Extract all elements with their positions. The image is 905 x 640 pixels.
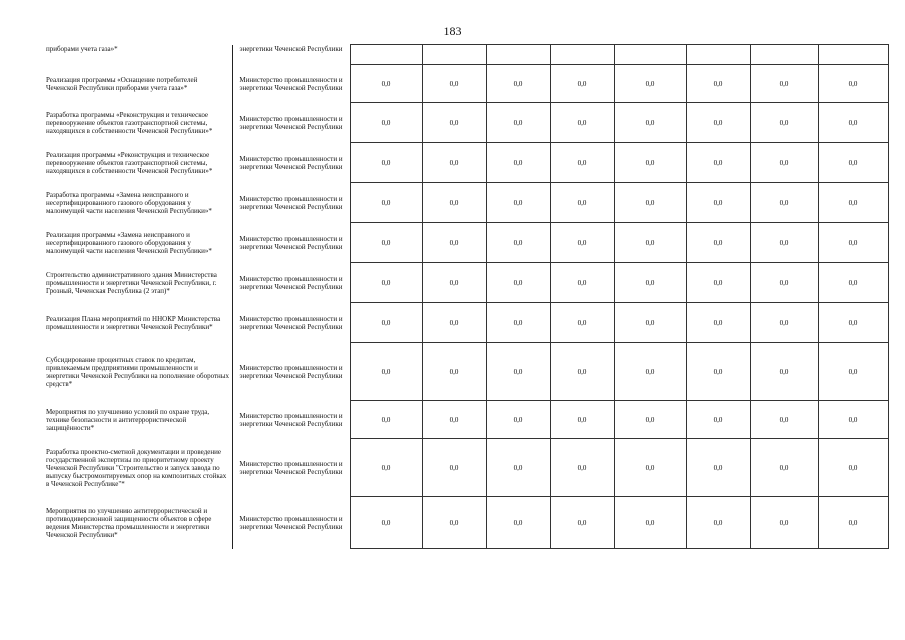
measure-description: Разработка программы «Реконструкция и техническое перевооружение объектов газотранспортной системы, находящихся в собственности Чеченской Республики»* [44, 103, 232, 143]
funding-value-cell: 0,0 [422, 103, 486, 143]
table-row [44, 223, 888, 263]
measure-description: Разработка программы «Замена неисправного и несертифицированного газового оборудования у малоимущей части населения Чеченской Республики»* [44, 183, 232, 223]
responsible-executor: Министерство промышленности и энергетики Чеченской Республики [239, 114, 343, 131]
funding-value-cell: 0,0 [550, 343, 614, 401]
funding-value-cell [818, 45, 888, 65]
funding-value-cell: 0,0 [350, 263, 422, 303]
funding-value-cell: 0,0 [686, 497, 750, 549]
funding-value-cell: 0,0 [550, 263, 614, 303]
responsible-executor: Министерство промышленности и энергетики Чеченской Республики [239, 459, 343, 476]
responsible-executor: Министерство промышленности и энергетики Чеченской Республики [239, 154, 343, 171]
funding-value-cell: 0,0 [486, 497, 550, 549]
measure-description: Строительство административного здания Министерства промышленности и энергетики Чеченской Республики, г. Грозный, Чеченская Республика (2 этап)* [44, 263, 232, 303]
measure-description: Субсидирование процентных ставок по кредитам, привлекаемым предприятиями промышленности и энергетики Чеченской Республики на пополнение оборотных средств* [44, 343, 232, 401]
funding-value-cell: 0,0 [550, 223, 614, 263]
funding-value-cell: 0,0 [486, 343, 550, 401]
funding-value-cell: 0,0 [550, 65, 614, 103]
funding-value-cell: 0,0 [686, 103, 750, 143]
funding-value-cell: 0,0 [818, 183, 888, 223]
funding-value-cell: 0,0 [550, 439, 614, 497]
responsible-executor: Министерство промышленности и энергетики Чеченской Республики [239, 194, 343, 211]
funding-value-cell: 0,0 [818, 103, 888, 143]
table-row [44, 343, 888, 401]
table-row [44, 263, 888, 303]
funding-value-cell: 0,0 [486, 401, 550, 439]
table-row [44, 65, 888, 103]
table-row [44, 103, 888, 143]
measure-description: Разработка проектно-сметной документации и проведение государственной экспертизы по приоритетному проекту Чеченской Республики "Строительство и запуск завода по выпуску быстромонтируемых опор на композитных стойках в Чеченской Республике"* [44, 439, 232, 497]
funding-value-cell: 0,0 [350, 497, 422, 549]
funding-value-cell: 0,0 [486, 263, 550, 303]
funding-value-cell: 0,0 [486, 65, 550, 103]
funding-value-cell: 0,0 [350, 439, 422, 497]
funding-value-cell: 0,0 [422, 497, 486, 549]
funding-value-cell: 0,0 [614, 263, 686, 303]
funding-value-cell: 0,0 [750, 143, 818, 183]
funding-value-cell: 0,0 [750, 401, 818, 439]
responsible-executor: Министерство промышленности и энергетики Чеченской Республики [239, 411, 343, 428]
funding-value-cell: 0,0 [422, 303, 486, 343]
funding-value-cell: 0,0 [486, 223, 550, 263]
funding-value-cell: 0,0 [550, 183, 614, 223]
responsible-executor: Министерство промышленности и энергетики Чеченской Республики [239, 234, 343, 251]
funding-value-cell: 0,0 [750, 303, 818, 343]
funding-value-cell [486, 45, 550, 65]
funding-value-cell: 0,0 [486, 303, 550, 343]
funding-value-cell: 0,0 [818, 343, 888, 401]
funding-value-cell: 0,0 [686, 65, 750, 103]
funding-value-cell: 0,0 [614, 65, 686, 103]
funding-value-cell: 0,0 [486, 143, 550, 183]
funding-value-cell: 0,0 [550, 497, 614, 549]
table-row [44, 303, 888, 343]
funding-value-cell [350, 45, 422, 65]
funding-value-cell: 0,0 [614, 401, 686, 439]
funding-value-cell: 0,0 [350, 223, 422, 263]
funding-value-cell: 0,0 [614, 223, 686, 263]
funding-value-cell [614, 45, 686, 65]
funding-value-cell: 0,0 [614, 343, 686, 401]
responsible-executor: Министерство промышленности и энергетики Чеченской Республики [239, 314, 343, 331]
funding-value-cell: 0,0 [818, 439, 888, 497]
table-row [44, 45, 888, 65]
funding-value-cell: 0,0 [750, 223, 818, 263]
table-row [44, 401, 888, 439]
funding-value-cell: 0,0 [614, 183, 686, 223]
funding-value-cell: 0,0 [686, 303, 750, 343]
funding-value-cell: 0,0 [750, 439, 818, 497]
funding-value-cell: 0,0 [818, 303, 888, 343]
funding-value-cell: 0,0 [422, 343, 486, 401]
measure-description: Реализация программы «Реконструкция и техническое перевооружение объектов газотранспортной системы, находящихся в собственности Чеченской Республики»* [44, 143, 232, 183]
funding-value-cell: 0,0 [422, 439, 486, 497]
measure-description: Мероприятия по улучшению антитеррористической и противодиверсионной защищенности объектов в сфере ведения Министерства промышленности и энергетики Чеченской Республики* [44, 497, 232, 549]
program-table-body [44, 45, 888, 549]
funding-value-cell: 0,0 [486, 439, 550, 497]
responsible-executor: Министерство промышленности и энергетики Чеченской Республики [239, 75, 343, 92]
funding-value-cell: 0,0 [750, 343, 818, 401]
funding-value-cell: 0,0 [614, 303, 686, 343]
funding-value-cell: 0,0 [486, 183, 550, 223]
table-row [44, 143, 888, 183]
table-row [44, 183, 888, 223]
funding-value-cell: 0,0 [350, 401, 422, 439]
funding-value-cell: 0,0 [818, 65, 888, 103]
responsible-executor: Министерство промышленности и энергетики Чеченской Республики [239, 363, 343, 380]
funding-value-cell: 0,0 [750, 263, 818, 303]
funding-value-cell [686, 45, 750, 65]
page-number: 183 [443, 24, 462, 38]
funding-value-cell: 0,0 [686, 439, 750, 497]
measure-description: Реализация программы «Замена неисправного и несертифицированного газового оборудования у малоимущей части населения Чеченской Республики»* [44, 223, 232, 263]
funding-value-cell: 0,0 [750, 103, 818, 143]
funding-value-cell: 0,0 [818, 497, 888, 549]
funding-value-cell: 0,0 [422, 401, 486, 439]
funding-value-cell: 0,0 [614, 143, 686, 183]
funding-value-cell: 0,0 [550, 401, 614, 439]
measure-description: приборами учета газа»* [44, 45, 232, 65]
measure-description: Реализация программы «Оснащение потребителей Чеченской Республики приборами учета газа»* [44, 65, 232, 103]
funding-value-cell: 0,0 [422, 263, 486, 303]
table-row [44, 497, 888, 549]
funding-value-cell: 0,0 [750, 497, 818, 549]
responsible-executor: Министерство промышленности и энергетики Чеченской Республики [239, 514, 343, 531]
funding-value-cell: 0,0 [614, 497, 686, 549]
measure-description: Мероприятия по улучшению условий по охране труда, технике безопасности и антитеррористической защищённости* [44, 401, 232, 439]
funding-value-cell [550, 45, 614, 65]
funding-value-cell: 0,0 [350, 303, 422, 343]
funding-value-cell: 0,0 [422, 143, 486, 183]
funding-value-cell: 0,0 [350, 343, 422, 401]
funding-value-cell: 0,0 [350, 65, 422, 103]
funding-value-cell: 0,0 [550, 143, 614, 183]
funding-value-cell: 0,0 [350, 103, 422, 143]
measure-description: Реализация Плана мероприятий по ННОКР Министерства промышленности и энергетики Чеченской Республики* [44, 303, 232, 343]
funding-value-cell: 0,0 [614, 439, 686, 497]
responsible-executor: энергетики Чеченской Республики [239, 44, 343, 53]
funding-value-cell [750, 45, 818, 65]
funding-value-cell: 0,0 [614, 103, 686, 143]
funding-value-cell: 0,0 [818, 401, 888, 439]
funding-value-cell: 0,0 [422, 223, 486, 263]
funding-value-cell: 0,0 [350, 183, 422, 223]
funding-value-cell: 0,0 [686, 183, 750, 223]
funding-value-cell: 0,0 [818, 263, 888, 303]
funding-value-cell: 0,0 [750, 65, 818, 103]
funding-value-cell: 0,0 [750, 183, 818, 223]
funding-value-cell: 0,0 [350, 143, 422, 183]
funding-value-cell: 0,0 [686, 343, 750, 401]
table-row [44, 439, 888, 497]
funding-value-cell: 0,0 [486, 103, 550, 143]
funding-value-cell: 0,0 [550, 303, 614, 343]
funding-value-cell: 0,0 [686, 143, 750, 183]
funding-value-cell: 0,0 [686, 223, 750, 263]
funding-value-cell: 0,0 [422, 183, 486, 223]
funding-value-cell: 0,0 [686, 401, 750, 439]
funding-value-cell: 0,0 [686, 263, 750, 303]
funding-value-cell: 0,0 [422, 65, 486, 103]
program-table [44, 44, 889, 549]
responsible-executor: Министерство промышленности и энергетики Чеченской Республики [239, 274, 343, 291]
funding-value-cell: 0,0 [550, 103, 614, 143]
funding-value-cell [422, 45, 486, 65]
funding-value-cell: 0,0 [818, 223, 888, 263]
funding-value-cell: 0,0 [818, 143, 888, 183]
